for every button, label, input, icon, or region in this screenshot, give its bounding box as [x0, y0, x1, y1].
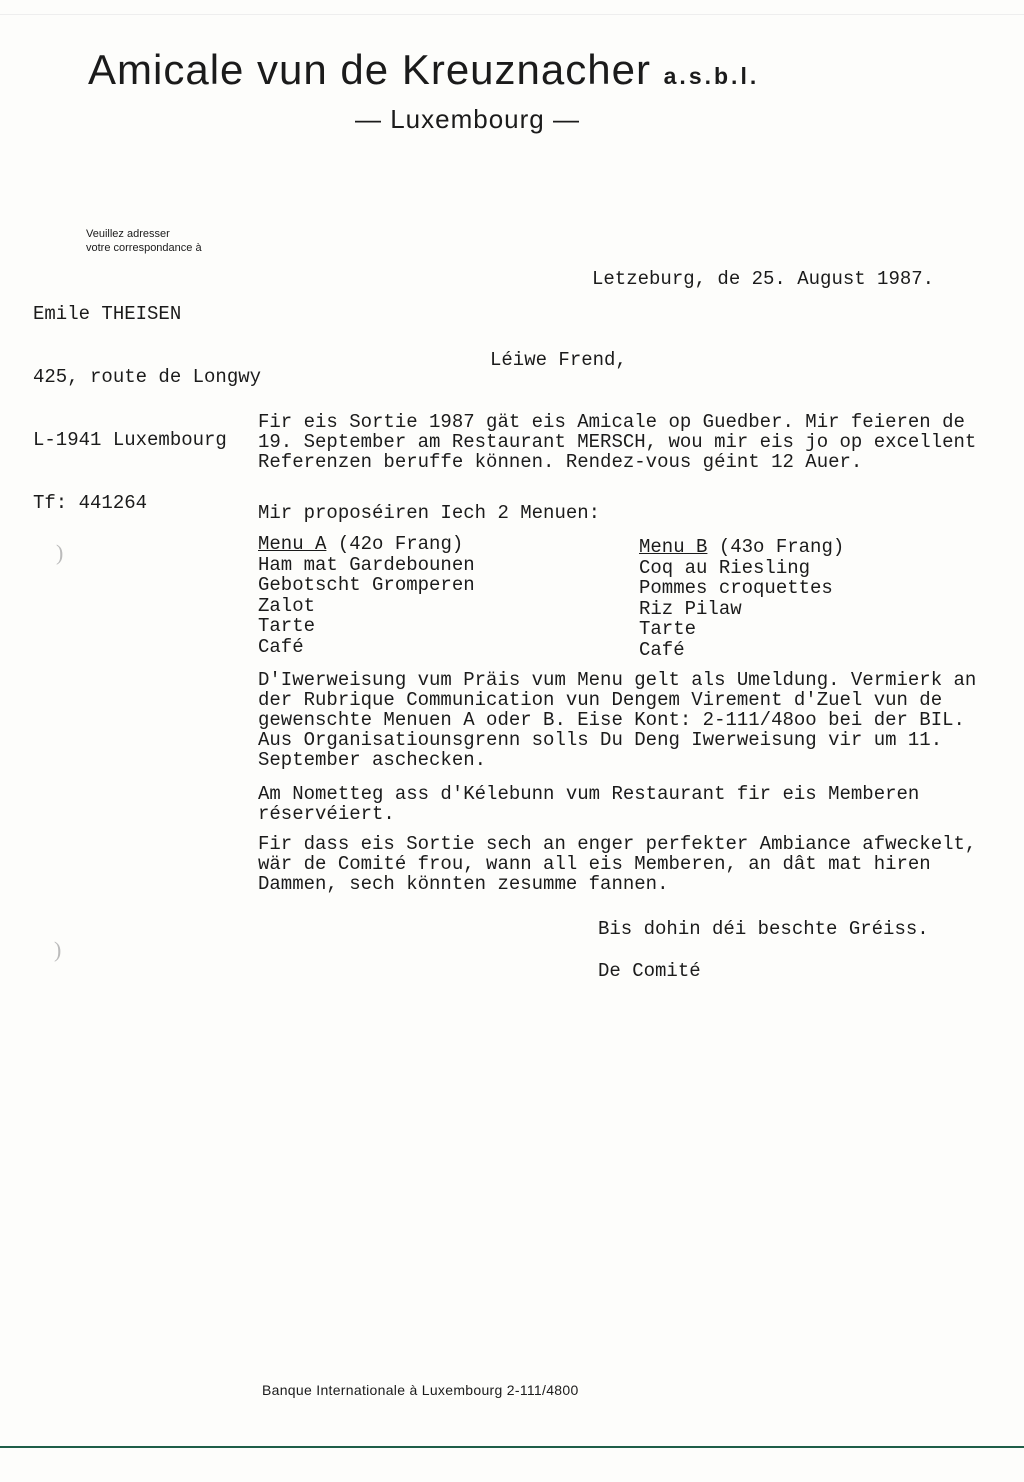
organization-name: Amicale vun de Kreuznacher [88, 46, 651, 93]
menu-item: Gebotscht Gromperen [258, 574, 475, 596]
paragraph-payment: D'Iwerweisung vum Präis vum Menu gelt als Umeldung. Vermierk an der Rubrique Communication vun Dengem Virement d'Zuel vun de gewenschte Menuen A oder B. Eise Kont: 2-111/48oo bei der BIL. Aus Organisatiounsgrenn solls Du Deng Iwerweisung vir um 11. September aschecken. [258, 669, 977, 771]
letterhead-title [88, 46, 759, 94]
paragraph-outing: Fir eis Sortie 1987 gät eis Amicale op Guedber. Mir feieren de 19. September am Restaurant MERSCH, wou mir eis jo op excellent Referenzen beruffe können. Rendez-vous géint 12 Auer. [258, 411, 977, 473]
menu-b [639, 537, 844, 660]
menu-b-title: Menu B [639, 536, 708, 558]
sender-line: Tf: 441264 [33, 492, 148, 514]
footer-bank-details: Banque Internationale à Luxembourg 2-111/4800 [262, 1382, 579, 1398]
signature: De Comité [598, 960, 701, 982]
sender-line: L-1941 Luxembourg [33, 429, 227, 451]
menu-item: Zalot [258, 594, 316, 617]
menu-item: Café [639, 638, 685, 661]
legal-form: a.s.b.l. [663, 63, 760, 89]
paragraph-ambiance: Fir dass eis Sortie sech an enger perfekter Ambiance afweckelt, wär de Comité frou, wann all eis Memberen, an dât mat hiren Dammen, sech könnten zesumme fannen. [258, 833, 977, 895]
page-top-edge [0, 14, 1024, 15]
punch-hole-mark: ) [54, 937, 62, 962]
paragraph-menus-intro: Mir proposéiren Iech 2 Menuen: [258, 502, 601, 524]
punch-hole-mark: ) [56, 540, 64, 565]
menu-item: Coq au Riesling [639, 556, 811, 579]
menu-a-title: Menu A [258, 533, 327, 555]
closing: Bis dohin déi beschte Gréiss. [598, 918, 929, 940]
menu-item: Café [258, 635, 304, 658]
salutation: Léiwe Frend, [490, 349, 627, 371]
menu-item: Tarte [639, 618, 697, 640]
menu-b-price: (43o Frang) [718, 536, 845, 558]
menu-b-heading [639, 537, 844, 558]
sender-line: Emile THEISEN [33, 303, 182, 325]
letter-date: Letzeburg, de 25. August 1987. [592, 268, 935, 290]
menu-a [258, 534, 475, 657]
sender-line: 425, route de Longwy [33, 366, 262, 388]
footer-rule [0, 1446, 1024, 1448]
sender-address [33, 262, 261, 535]
letterhead-subtitle: — Luxembourg — [355, 104, 580, 134]
address-note-line: votre correspondance à [86, 242, 202, 254]
menu-item: Riz Pilaw [639, 597, 742, 620]
address-note-line: Veuillez adresser [86, 228, 170, 240]
address-note [86, 227, 202, 255]
menu-item: Tarte [258, 615, 316, 637]
menu-item: Ham mat Gardebounen [258, 553, 475, 576]
paragraph-bowling: Am Nometteg ass d'Kélebunn vum Restaurant fir eis Memberen réservéiert. [258, 783, 920, 825]
menu-a-price: (42o Frang) [337, 533, 464, 555]
menu-a-heading [258, 534, 475, 555]
menu-item: Pommes croquettes [639, 577, 833, 599]
